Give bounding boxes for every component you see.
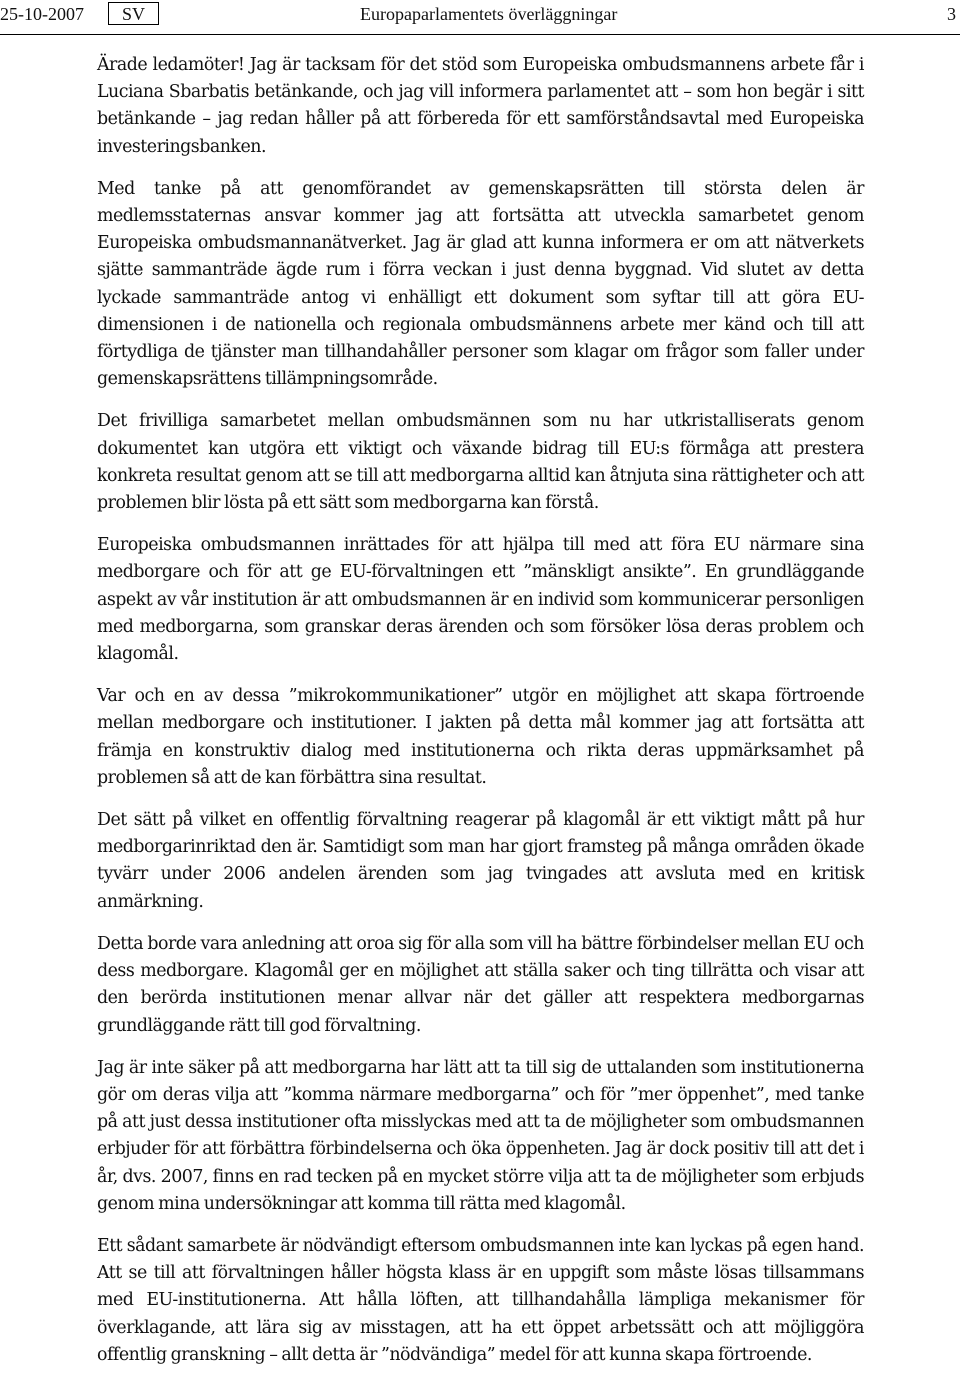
page-number: 3: [947, 4, 956, 24]
paragraph-7: Detta borde vara anledning att oroa sig för alla som vill ha bättre förbindelser mellan EU och dess medborgare. Klagomål ger en möjlighet att ställa saker och ting tillrätta och visar att den berörda institutionen menar allvar när det gäller att respektera medborgarnas grundläggande rätt till god förvaltning.: [97, 933, 864, 1036]
paragraph-3: Det frivilliga samarbetet mellan ombudsmännen som nu har utkristalliserats genom dokumentet kan utgöra ett viktigt och växande bidrag till EU:s förmåga att prestera konkreta resultat genom att se till att medborgarna alltid kan åtnjuta sina rättigheter och att problemen blir lösta på ett sätt som medborgarna kan förstå.: [97, 411, 864, 514]
paragraph-5: Var och en av dessa ”mikrokommunikationer” utgör en möjlighet att skapa förtroende mellan medborgare och institutioner. I jakten på detta mål kommer jag att fortsätta att främja en konstruktiv dialog med institutionerna och rikta deras uppmärksamhet på problemen så att de kan förbättra sina resultat.: [97, 686, 864, 788]
paragraph-1: Ärade ledamöter! Jag är tacksam för det stöd som Europeiska ombudsmannens arbete får i Luciana Sbarbatis betänkande, och jag vill informera parlamentet att – som hon begär i sitt betänkande – jag redan håller på att förbereda för ett samförståndsavtal med Europeiska investeringsbanken.: [97, 55, 864, 157]
language-badge: SV: [108, 2, 159, 25]
document-body: [97, 52, 864, 1384]
paragraph-4: Europeiska ombudsmannen inrättades för att hjälpa till med att föra EU närmare sina medborgare och för att ge EU-förvaltningen ett ”mänskligt ansikte”. En grundläggande aspekt av vår institution är att ombudsmannen är en individ som kommunicerar personligen med medborgarna, som granskar deras ärenden och som försöker lösa deras problem och klagomål.: [97, 535, 864, 665]
paragraph-8: Jag är inte säker på att medborgarna har lätt att ta till sig de uttalanden som institutionerna gör om deras vilja att ”komma närmare medborgarna” och för ”mer öppenhet”, med tanke på att just dessa institutioner ofta misslyckas med att ta de möjligheter som ombudsmannen erbjuder för att förbättra förbindelserna och öka öppenheten. Jag är dock positiv till att det i år, dvs. 2007, finns en rad tecken på en mycket större vilja att ta de möjligheter som erbjuds genom mina undersökningar att komma till rätta med klagomål.: [97, 1057, 864, 1214]
paragraph-9: Ett sådant samarbete är nödvändigt eftersom ombudsmannen inte kan lyckas på egen hand. Att se till att förvaltningen håller högsta klass är en uppgift som måste lösas tillsammans med EU-institutionerna. Att hålla löften, att tillhandahålla lämpliga mekanismer för överklagande, att lära sig av misstagen, att ha ett öppet arbetssätt och att möjliggöra offentlig granskning – allt detta är ”nödvändiga” medel för att kunna skapa förtroende.: [97, 1235, 864, 1365]
page-header: [0, 0, 960, 35]
paragraph-6: Det sätt på vilket en offentlig förvaltning reagerar på klagomål är ett viktigt mått på hur medborgarinriktad den är. Samtidigt som man har gjort framsteg på många områden ökade tyvärr under 2006 andelen ärenden som jag tvingades att avsluta med en kritisk anmärkning.: [97, 810, 864, 912]
paragraph-2: Med tanke på att genomförandet av gemenskapsrätten till största delen är medlemsstaternas ansvar kommer jag att fortsätta att utveckla samarbetet genom Europeiska ombudsmannanätverket. Jag är glad att kunna informera er om att nätverkets sjätte sammanträde ägde rum i förra veckan i just denna byggnad. Vid slutet av detta lyckade sammanträde antog vi enhälligt ett dokument som syftar till att göra EU-dimensionen i de nationella och regionala ombudsmännens arbete mer känd och till att förtydliga de tjänster man tillhandahåller personer som klagar om frågor som faller under gemenskapsrättens tillämpningsområde.: [97, 178, 864, 390]
publication-title: Europaparlamentets överläggningar: [360, 4, 618, 24]
header-date: 25-10-2007: [0, 4, 84, 24]
